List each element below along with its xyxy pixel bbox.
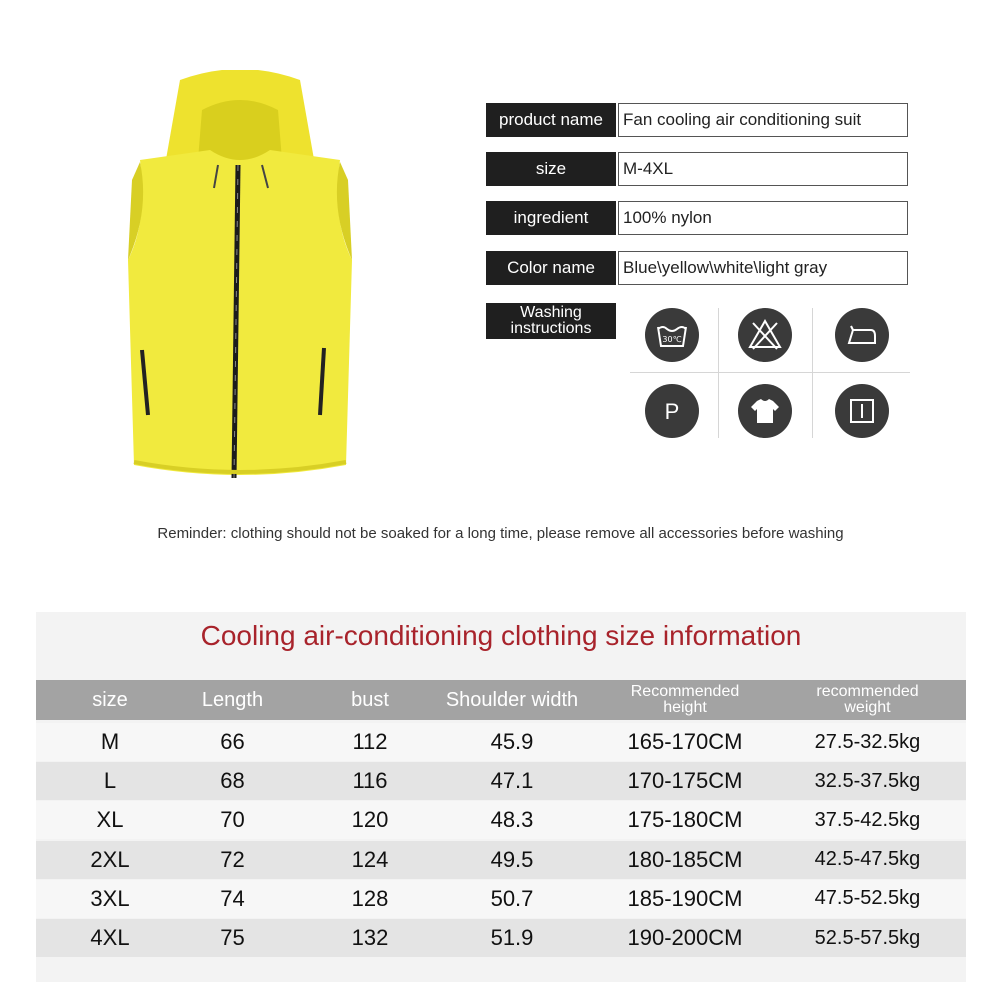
header-shoulder-width: Shoulder width (445, 688, 579, 711)
spec-label: Color name (486, 251, 616, 285)
cell-height: 175-180CM (627, 807, 743, 833)
table-row (36, 880, 966, 918)
washing-label-line1: Washing (520, 304, 582, 321)
cell-size: L (103, 768, 117, 794)
table-row (36, 919, 966, 957)
line-dry-icon (835, 384, 889, 438)
cell-size: 4XL (90, 925, 130, 950)
cell-bust: 112 (352, 729, 388, 754)
cell-bust: 124 (351, 846, 389, 872)
cell-length: 66 (220, 729, 245, 754)
header-bust: bust (351, 688, 389, 711)
cell-bust: 120 (351, 807, 389, 833)
cell-weight: 32.5-37.5kg (814, 769, 921, 792)
cell-shoulder: 50.7 (490, 885, 534, 911)
size-table-title: Cooling air-conditioning clothing size information (200, 620, 802, 651)
dry-clean-p-icon (645, 384, 699, 438)
cell-bust: 128 (351, 885, 389, 911)
table-row (36, 723, 966, 761)
spec-value: M-4XL (618, 152, 908, 186)
cell-bust: 116 (352, 768, 388, 794)
table-row (36, 801, 966, 839)
spec-value: Fan cooling air conditioning suit (618, 103, 908, 137)
header-height-line2: height (663, 699, 707, 716)
dry-clean-letter: P (664, 399, 680, 424)
table-row (36, 841, 966, 879)
cell-length: 68 (220, 768, 245, 794)
cell-shoulder: 47.1 (490, 768, 534, 794)
header-weight-line1: recommended (816, 683, 919, 700)
cell-size: M (100, 729, 120, 754)
yellow-vest-image (110, 70, 370, 490)
cell-length: 74 (220, 885, 245, 911)
cell-shoulder: 51.9 (490, 925, 534, 950)
header-size: size (92, 688, 128, 711)
cell-bust: 132 (351, 925, 389, 950)
header-recommended-height (600, 680, 770, 720)
spec-value: 100% nylon (618, 201, 908, 235)
cell-length: 75 (220, 925, 245, 950)
cell-height: 165-170CM (627, 729, 743, 754)
cell-shoulder: 45.9 (490, 729, 534, 754)
cell-height: 180-185CM (627, 846, 743, 872)
cell-weight: 52.5-57.5kg (814, 926, 921, 949)
cell-weight: 42.5-47.5kg (814, 848, 921, 871)
spec-label: product name (486, 103, 616, 137)
washing-reminder: Reminder: clothing should not be soaked for a long time, please remove all accessories before washing (157, 525, 844, 542)
header-weight-line2: weight (844, 699, 891, 716)
cell-length: 72 (220, 846, 245, 872)
iron-icon (835, 308, 889, 362)
cell-height: 185-190CM (627, 885, 743, 911)
cell-shoulder: 49.5 (490, 846, 534, 872)
divider (812, 308, 813, 438)
do-not-bleach-icon (738, 308, 792, 362)
cell-height: 190-200CM (627, 925, 743, 950)
divider (630, 372, 910, 373)
header-recommended-weight (790, 680, 945, 720)
cell-shoulder: 48.3 (490, 807, 534, 833)
cell-size: 3XL (90, 885, 130, 911)
cell-height: 170-175CM (627, 768, 743, 794)
wash-temp-label: 30℃ (662, 335, 682, 344)
cell-weight: 47.5-52.5kg (814, 887, 921, 910)
hang-dry-shirt-icon (738, 384, 792, 438)
spec-value: Blue\yellow\white\light gray (618, 251, 908, 285)
cell-size: 2XL (90, 846, 130, 872)
wash-30-icon (645, 308, 699, 362)
washing-label-line2: instructions (510, 320, 592, 337)
cell-weight: 27.5-32.5kg (814, 730, 921, 753)
header-length: Length (201, 688, 264, 711)
table-row (36, 762, 966, 800)
spec-label: ingredient (486, 201, 616, 235)
header-height-line1: Recommended (630, 683, 740, 700)
cell-size: XL (96, 807, 124, 833)
cell-weight: 37.5-42.5kg (814, 808, 921, 831)
washing-instructions-label (486, 303, 616, 339)
divider (718, 308, 719, 438)
cell-length: 70 (220, 807, 245, 833)
spec-label: size (486, 152, 616, 186)
